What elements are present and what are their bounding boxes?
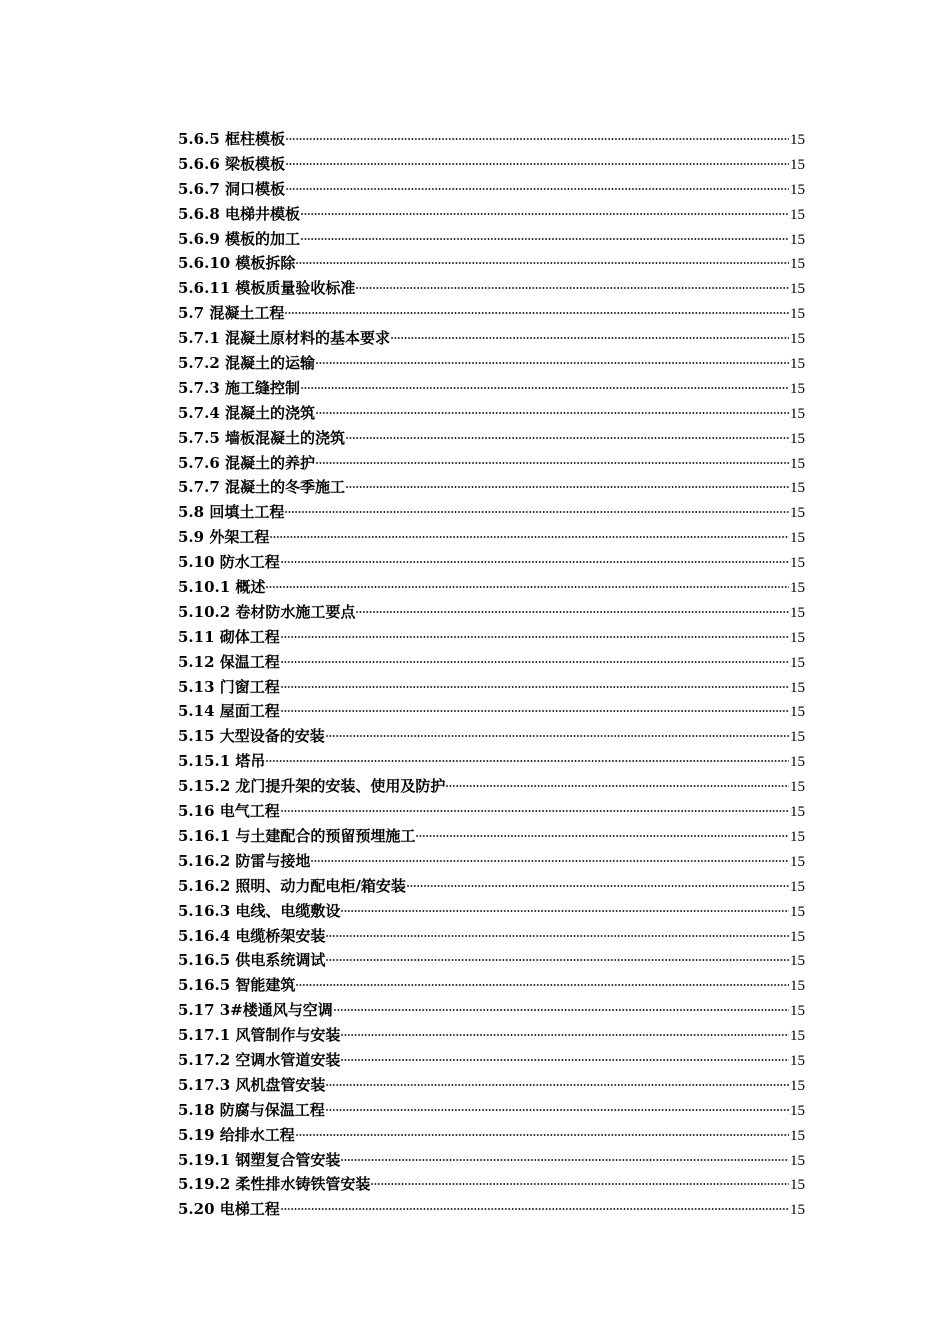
toc-entry-title[interactable]: 5.7.4 混凝土的浇筑	[178, 403, 315, 422]
toc-page-number: 15	[790, 132, 805, 148]
toc-entry-title[interactable]: 5.10 防水工程	[178, 553, 280, 572]
toc-entry-title[interactable]: 5.17 3#楼通风与空调	[178, 1001, 333, 1020]
toc-entry[interactable]	[178, 1197, 805, 1222]
toc-entry[interactable]	[178, 500, 805, 525]
toc-page-number: 15	[790, 903, 805, 920]
dot-leader	[341, 1056, 789, 1062]
toc-entry[interactable]	[178, 550, 805, 575]
toc-entry[interactable]	[178, 924, 805, 949]
dot-leader	[301, 384, 789, 390]
toc-page-number: 15	[790, 455, 805, 472]
toc-entry[interactable]	[178, 475, 805, 500]
toc-page-number: 15	[790, 828, 805, 845]
toc-entry[interactable]	[178, 276, 805, 301]
dot-leader	[301, 210, 789, 216]
toc-entry-title[interactable]: 5.6.7 洞口模板	[178, 179, 285, 198]
toc-entry[interactable]	[178, 227, 805, 252]
dot-leader	[281, 658, 789, 664]
toc-page-number: 15	[790, 430, 805, 447]
toc-entry[interactable]	[178, 600, 805, 625]
dot-leader	[416, 832, 789, 838]
dot-leader	[316, 409, 789, 415]
toc-entry[interactable]	[178, 899, 805, 924]
table-of-contents	[178, 127, 805, 1222]
toc-page-number: 15	[790, 206, 805, 223]
toc-entry-title[interactable]: 5.19.2 柔性排水铸铁管安装	[178, 1175, 371, 1194]
toc-page-number: 15	[790, 1102, 805, 1119]
toc-page-number: 15	[790, 405, 805, 422]
toc-page-number: 15	[790, 580, 805, 597]
toc-entry[interactable]	[178, 799, 805, 824]
toc-page-number: 15	[790, 181, 805, 198]
toc-page-number: 15	[790, 331, 805, 348]
toc-entry-title[interactable]: 5.6.5 框柱模板	[178, 130, 285, 148]
toc-page-number: 15	[790, 704, 805, 721]
toc-page-number: 15	[790, 1052, 805, 1069]
toc-page-number: 15	[790, 380, 805, 397]
toc-entry-title[interactable]: 5.8 回填土工程	[178, 503, 285, 522]
dot-leader	[270, 533, 789, 539]
dot-leader	[407, 882, 789, 888]
dot-leader	[296, 981, 789, 987]
dot-leader	[346, 434, 789, 440]
toc-page-number: 15	[790, 928, 805, 945]
toc-entry[interactable]	[178, 301, 805, 326]
toc-entry-title[interactable]: 5.10.2 卷材防水施工要点	[178, 602, 356, 621]
toc-entry[interactable]	[178, 948, 805, 973]
toc-page-number: 15	[790, 480, 805, 497]
toc-entry[interactable]	[178, 1048, 805, 1073]
toc-entry-title[interactable]: 5.16 电气工程	[178, 802, 280, 821]
toc-page-number: 15	[790, 654, 805, 671]
dot-leader	[341, 907, 789, 913]
toc-entry-title[interactable]: 5.7.5 墙板混凝土的浇筑	[178, 428, 345, 447]
toc-page-number: 15	[790, 754, 805, 771]
toc-entry[interactable]	[178, 251, 805, 276]
toc-entry[interactable]	[178, 849, 805, 874]
toc-entry-title[interactable]: 5.7 混凝土工程	[178, 304, 285, 323]
toc-entry[interactable]	[178, 376, 805, 401]
toc-entry-title[interactable]: 5.12 保温工程	[178, 652, 280, 671]
dot-leader	[334, 1006, 789, 1012]
toc-entry-title[interactable]: 5.7.7 混凝土的冬季施工	[178, 478, 345, 497]
toc-page-number: 15	[790, 804, 805, 821]
toc-entry-title[interactable]: 5.7.1 混凝土原材料的基本要求	[178, 329, 390, 348]
toc-entry-title[interactable]: 5.16.5 供电系统调试	[178, 951, 326, 970]
toc-page-number: 15	[790, 281, 805, 298]
dot-leader	[326, 732, 789, 738]
toc-page-number: 15	[790, 1077, 805, 1094]
dot-leader	[316, 359, 789, 365]
toc-entry-title[interactable]: 5.6.11 模板质量验收标准	[178, 279, 356, 298]
dot-leader	[281, 633, 789, 639]
toc-entry[interactable]	[178, 451, 805, 476]
toc-entry-title[interactable]: 5.7.3 施工缝控制	[178, 378, 300, 397]
toc-entry-title[interactable]: 5.15.1 塔吊	[178, 752, 266, 771]
toc-page-number: 15	[790, 1003, 805, 1020]
toc-entry-title[interactable]: 5.16.4 电缆桥架安装	[178, 926, 326, 945]
dot-leader	[286, 135, 789, 141]
toc-entry[interactable]	[178, 625, 805, 650]
toc-page-number: 15	[790, 1177, 805, 1194]
toc-entry[interactable]	[178, 177, 805, 202]
toc-entry[interactable]	[178, 1073, 805, 1098]
toc-page-number: 15	[790, 604, 805, 621]
toc-page-number: 15	[790, 555, 805, 572]
toc-entry[interactable]	[178, 1023, 805, 1048]
toc-page-number: 15	[790, 729, 805, 746]
dot-leader	[326, 1081, 789, 1087]
toc-entry-title[interactable]: 5.6.6 梁板模板	[178, 154, 285, 173]
toc-entry-title[interactable]: 5.19 给排水工程	[178, 1125, 295, 1144]
toc-entry[interactable]	[178, 998, 805, 1023]
toc-entry-title[interactable]: 5.16.2 防雷与接地	[178, 851, 311, 870]
toc-page-number: 15	[790, 1028, 805, 1045]
toc-entry-title[interactable]: 5.10.1 概述	[178, 578, 266, 597]
toc-entry-title[interactable]: 5.16.3 电线、电缆敷设	[178, 901, 341, 920]
dot-leader	[296, 259, 789, 265]
toc-entry[interactable]	[178, 525, 805, 550]
dot-leader	[446, 782, 789, 788]
dot-leader	[371, 1180, 789, 1186]
toc-entry[interactable]	[178, 699, 805, 724]
toc-entry[interactable]	[178, 675, 805, 700]
toc-entry-title[interactable]: 5.13 门窗工程	[178, 677, 280, 696]
dot-leader	[346, 483, 789, 489]
dot-leader	[281, 707, 789, 713]
toc-entry-title[interactable]: 5.7.6 混凝土的养护	[178, 453, 315, 472]
dot-leader	[281, 558, 789, 564]
toc-entry[interactable]	[178, 824, 805, 849]
toc-page-number: 15	[790, 953, 805, 970]
toc-entry-title[interactable]: 5.20 电梯工程	[178, 1200, 280, 1219]
toc-entry[interactable]	[178, 1148, 805, 1173]
dot-leader	[281, 807, 789, 813]
toc-entry-title[interactable]: 5.16.2 照明、动力配电柜/箱安装	[178, 876, 406, 895]
toc-page-number: 15	[790, 779, 805, 796]
dot-leader	[391, 334, 789, 340]
toc-entry-title[interactable]: 5.11 砌体工程	[178, 627, 280, 646]
toc-entry-title[interactable]: 5.15 大型设备的安装	[178, 727, 325, 746]
toc-entry-title[interactable]: 5.6.8 电梯井模板	[178, 204, 300, 223]
toc-entry-title[interactable]: 5.6.9 模板的加工	[178, 229, 300, 248]
dot-leader	[341, 1156, 789, 1162]
toc-entry-title[interactable]: 5.15.2 龙门提升架的安装、使用及防护	[178, 777, 446, 796]
toc-entry[interactable]	[178, 749, 805, 774]
toc-entry[interactable]	[178, 426, 805, 451]
toc-entry-title[interactable]: 5.9 外架工程	[178, 528, 270, 547]
dot-leader	[266, 583, 789, 589]
toc-entry[interactable]	[178, 152, 805, 177]
toc-entry[interactable]	[178, 973, 805, 998]
dot-leader	[285, 309, 789, 315]
dot-leader	[316, 459, 789, 465]
dot-leader	[281, 683, 789, 689]
dot-leader	[311, 857, 789, 863]
toc-entry[interactable]	[178, 401, 805, 426]
toc-entry-title[interactable]: 5.17.3 风机盘管安装	[178, 1075, 326, 1094]
dot-leader	[286, 185, 789, 191]
toc-entry-title[interactable]: 5.19.1 钢塑复合管安装	[178, 1150, 341, 1169]
toc-entry-title[interactable]: 5.6.10 模板拆除	[178, 254, 296, 273]
toc-page-number: 15	[790, 878, 805, 895]
toc-entry-title[interactable]: 5.7.2 混凝土的运输	[178, 354, 315, 373]
toc-page-number: 15	[790, 629, 805, 646]
dot-leader	[326, 932, 789, 938]
toc-entry[interactable]	[178, 351, 805, 376]
dot-leader	[341, 1031, 789, 1037]
toc-entry[interactable]	[178, 724, 805, 749]
toc-entry-title[interactable]: 5.18 防腐与保温工程	[178, 1100, 325, 1119]
toc-page-number: 15	[790, 505, 805, 522]
dot-leader	[281, 1205, 789, 1211]
dot-leader	[356, 284, 789, 290]
dot-leader	[356, 608, 789, 614]
toc-entry[interactable]	[178, 774, 805, 799]
toc-entry-title[interactable]: 5.16.1 与土建配合的预留预埋施工	[178, 826, 416, 845]
dot-leader	[286, 160, 789, 166]
toc-page-number: 15	[790, 530, 805, 547]
toc-page-number: 15	[790, 256, 805, 273]
toc-page-number: 15	[790, 978, 805, 995]
toc-entry[interactable]	[178, 1172, 805, 1197]
toc-entry-title[interactable]: 5.16.5 智能建筑	[178, 976, 296, 995]
toc-entry-title[interactable]: 5.17.2 空调水管道安装	[178, 1050, 341, 1069]
toc-entry[interactable]	[178, 575, 805, 600]
toc-entry[interactable]	[178, 127, 805, 152]
toc-page-number: 15	[790, 679, 805, 696]
toc-page-number: 15	[790, 1202, 805, 1219]
toc-page-number: 15	[790, 156, 805, 173]
toc-page-number: 15	[790, 306, 805, 323]
toc-page-number: 15	[790, 356, 805, 373]
toc-entry[interactable]	[178, 650, 805, 675]
dot-leader	[296, 1131, 789, 1137]
toc-entry[interactable]	[178, 1098, 805, 1123]
toc-entry[interactable]	[178, 202, 805, 227]
toc-entry[interactable]	[178, 874, 805, 899]
toc-entry-title[interactable]: 5.17.1 风管制作与安装	[178, 1026, 341, 1045]
dot-leader	[301, 235, 789, 241]
toc-page-number: 15	[790, 231, 805, 248]
toc-entry[interactable]	[178, 1123, 805, 1148]
toc-page-number: 15	[790, 853, 805, 870]
toc-entry-title[interactable]: 5.14 屋面工程	[178, 702, 280, 721]
toc-page-number: 15	[790, 1127, 805, 1144]
dot-leader	[285, 508, 789, 514]
toc-page-number: 15	[790, 1152, 805, 1169]
toc-entry[interactable]	[178, 326, 805, 351]
dot-leader	[326, 1106, 789, 1112]
dot-leader	[266, 757, 789, 763]
dot-leader	[326, 956, 789, 962]
